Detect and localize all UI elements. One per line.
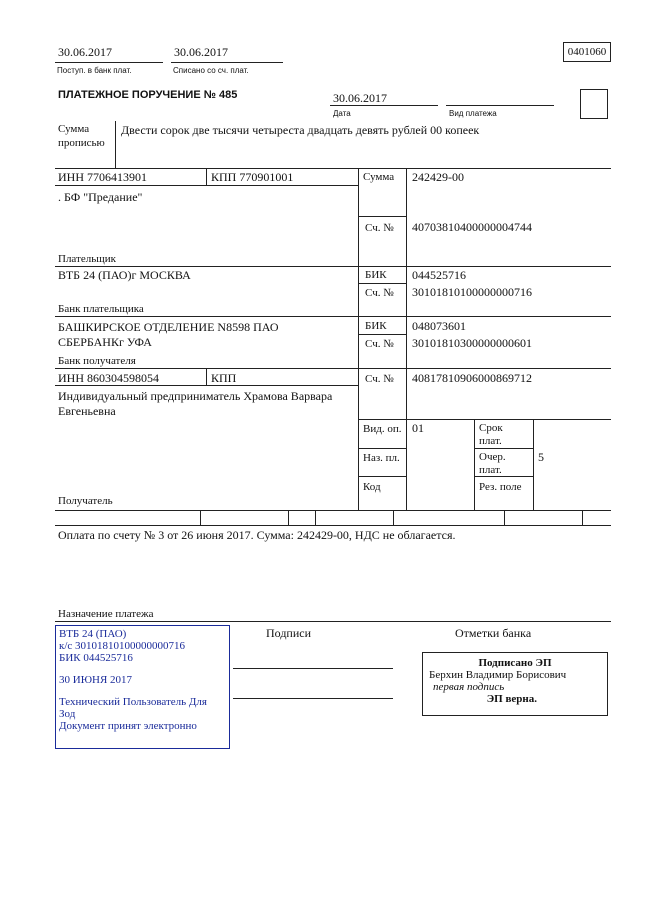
- order-date: 30.06.2017: [333, 91, 387, 105]
- date-debited: 30.06.2017: [174, 45, 228, 59]
- payer-bank-account-value: 30101810100000000716: [412, 285, 532, 299]
- payee-bank-account-value: 30101810300000000601: [412, 336, 532, 350]
- payee-kpp: КПП: [211, 371, 237, 385]
- payer-sum-label: Сумма: [363, 171, 395, 183]
- srok-label-2: плат.: [479, 435, 502, 447]
- payee-bank-account-label: Сч. №: [365, 338, 394, 350]
- e-signature-signer: Берхин Владимир Борисович: [429, 669, 567, 681]
- stamp-line-5: Технический Пользователь Для: [59, 696, 207, 708]
- payer-label: Плательщик: [58, 253, 116, 265]
- stamp-line-6: Зод: [59, 708, 76, 720]
- payer-bank-label: Банк плательщика: [58, 303, 144, 315]
- payment-type-caption: Вид платежа: [449, 109, 497, 118]
- payee-bank-name-2: СБЕРБАНКг УФА: [58, 335, 152, 349]
- payer-sum-value: 242429-00: [412, 170, 464, 184]
- order-date-caption: Дата: [333, 109, 351, 118]
- e-signature-role: первая подпись: [433, 681, 505, 693]
- stamp-line-1: ВТБ 24 (ПАО): [59, 628, 127, 640]
- payee-inn: ИНН 860304598054: [58, 371, 159, 385]
- payer-bank-bik-label: БИК: [365, 269, 387, 281]
- payer-inn: ИНН 7706413901: [58, 170, 147, 184]
- stamp-line-7: Документ принят электронно: [59, 720, 197, 732]
- amount-words-label-2: прописью: [58, 137, 105, 149]
- payee-account-value: 40817810906000869712: [412, 371, 532, 385]
- stamp-line-3: БИК 044525716: [59, 652, 133, 664]
- amount-words-label: Сумма: [58, 123, 90, 135]
- signatures-title: Подписи: [266, 626, 312, 640]
- ocher-label-1: Очер.: [479, 451, 506, 463]
- payer-kpp: КПП 770901001: [211, 170, 294, 184]
- payee-label: Получатель: [58, 495, 113, 507]
- payer-bank-bik-value: 044525716: [412, 268, 466, 282]
- e-signature-box: [422, 652, 608, 716]
- payee-bank-label: Банк получателя: [58, 355, 136, 367]
- payee-bank-name-1: БАШКИРСКОЕ ОТДЕЛЕНИЕ N8598 ПАО: [58, 320, 279, 334]
- payee-account-label: Сч. №: [365, 373, 394, 385]
- stamp-line-2: к/с 30101810100000000716: [59, 640, 186, 652]
- naz-pl-label: Наз. пл.: [363, 452, 400, 464]
- rez-pole-label: Рез. поле: [479, 481, 522, 493]
- payee-bank-bik-value: 048073601: [412, 319, 466, 333]
- srok-label-1: Срок: [479, 422, 503, 434]
- vid-op-value: 01: [412, 421, 424, 435]
- bank-acceptance-stamp: [55, 625, 230, 749]
- payer-account-label: Сч. №: [365, 222, 394, 234]
- payee-name-2: Евгеньевна: [58, 404, 116, 418]
- ocher-label-2: плат.: [479, 464, 502, 476]
- bank-marks-title: Отметки банка: [455, 626, 532, 640]
- stamp-line-4: 30 ИЮНЯ 2017: [59, 674, 133, 686]
- date-received: 30.06.2017: [58, 45, 112, 59]
- ocher-value: 5: [538, 450, 544, 464]
- payer-bank-account-label: Сч. №: [365, 287, 394, 299]
- kod-label: Код: [363, 481, 381, 493]
- payment-purpose-text: Оплата по счету № 3 от 26 июня 2017. Сумма: 242429-00, НДС не облагается.: [58, 528, 456, 542]
- payee-name-1: Индивидуальный предприниматель Храмова Варвара: [58, 389, 333, 403]
- payer-account-value: 40703810400000004744: [412, 220, 532, 234]
- order-title: ПЛАТЕЖНОЕ ПОРУЧЕНИЕ № 485: [58, 89, 238, 101]
- form-code: 0401060: [563, 42, 611, 62]
- payment-purpose-label: Назначение платежа: [58, 608, 154, 620]
- date-received-caption: Поступ. в банк плат.: [57, 66, 132, 75]
- date-debited-caption: Списано со сч. плат.: [173, 66, 249, 75]
- payer-bank-name: ВТБ 24 (ПАО)г МОСКВА: [58, 268, 191, 282]
- amount-words-value: Двести сорок две тысячи четыреста двадцать девять рублей 00 копеек: [121, 123, 480, 137]
- payee-bank-bik-label: БИК: [365, 320, 387, 332]
- vid-op-label: Вид. оп.: [363, 423, 402, 435]
- e-signature-status: ЭП верна.: [486, 693, 537, 705]
- payer-name: . БФ "Предание": [58, 190, 143, 204]
- e-signature-title: Подписано ЭП: [478, 657, 552, 669]
- payment-type-box: [580, 89, 608, 119]
